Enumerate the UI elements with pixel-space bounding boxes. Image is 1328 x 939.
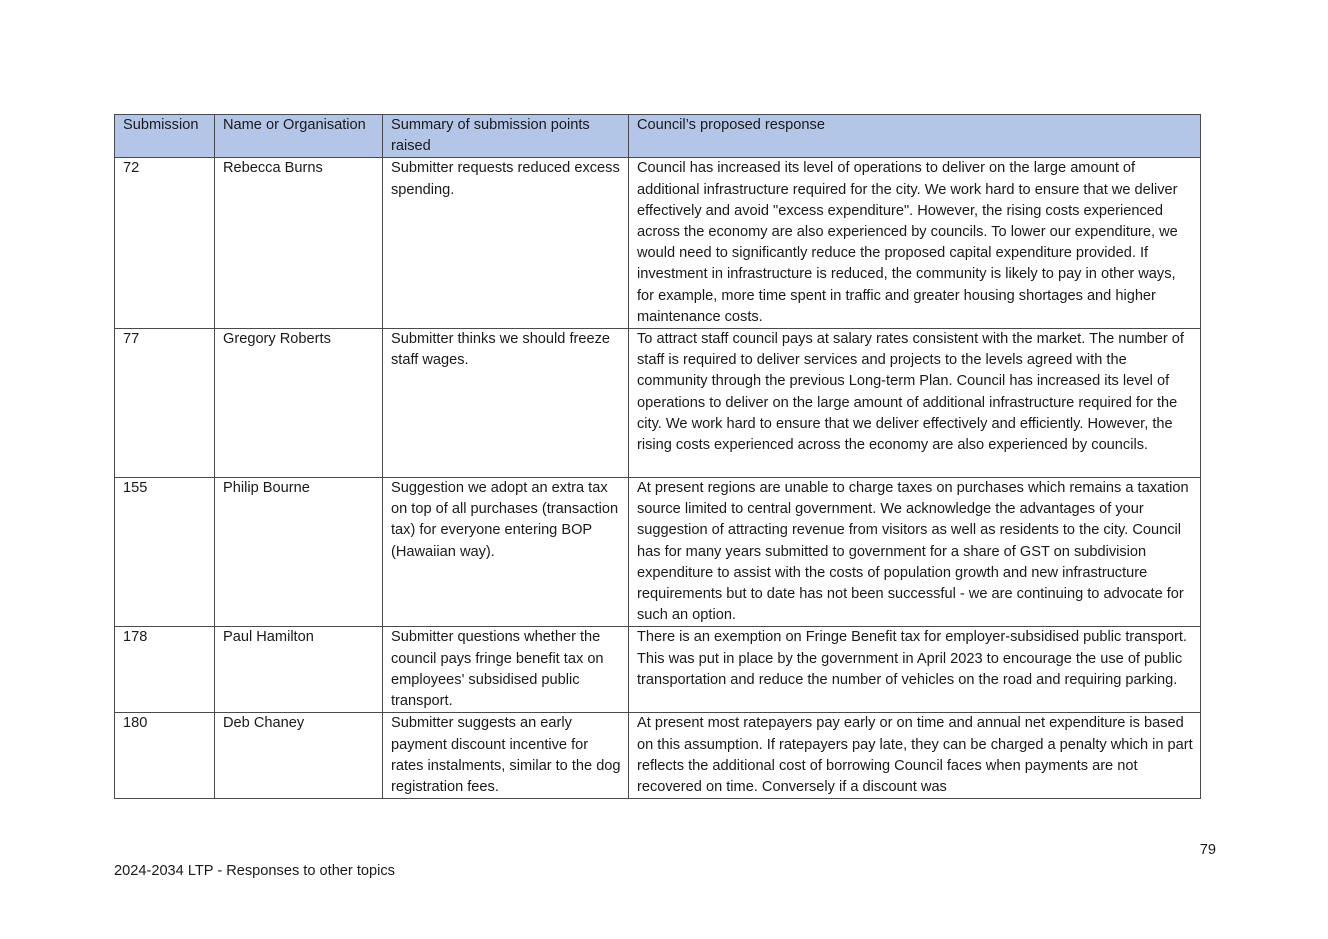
cell-name: Gregory Roberts xyxy=(215,329,383,478)
cell-response: At present most ratepayers pay early or on time and annual net expenditure is based on this assumption. If ratepayers pay late, they can be charged a penalty which in part reflects the additional cost of borrowing Council faces when payments are not recovered on time. Conversely if a discount was xyxy=(629,713,1201,799)
table-row xyxy=(115,627,1201,713)
cell-name: Philip Bourne xyxy=(215,478,383,627)
cell-summary: Submitter questions whether the council pays fringe benefit tax on employees' subsidised public transport. xyxy=(383,627,629,713)
table-row xyxy=(115,478,1201,627)
cell-summary: Suggestion we adopt an extra tax on top of all purchases (transaction tax) for everyone entering BOP (Hawaiian way). xyxy=(383,478,629,627)
cell-name: Rebecca Burns xyxy=(215,158,383,329)
document-footer: 2024-2034 LTP - Responses to other topics xyxy=(114,863,395,879)
cell-name: Paul Hamilton xyxy=(215,627,383,713)
cell-submission: 155 xyxy=(115,478,215,627)
cell-submission: 180 xyxy=(115,713,215,799)
header-submission: Submission xyxy=(115,115,215,158)
cell-name: Deb Chaney xyxy=(215,713,383,799)
cell-response: At present regions are unable to charge taxes on purchases which remains a taxation source limited to central government. We acknowledge the advantages of your suggestion of attracting revenue from visitors as well as residents to the city. Council has for many years submitted to government for a share of GST on subdivision expenditure to assist with the costs of population growth and new infrastructure requirements but to date has not been successful - we are continuing to advocate for such an option. xyxy=(629,478,1201,627)
header-summary: Summary of submission points raised xyxy=(383,115,629,158)
cell-response: To attract staff council pays at salary rates consistent with the market. The number of staff is required to deliver services and projects to the levels agreed with the community through the previous Long-term Plan. Council has increased its level of operations to deliver on the large amount of additional infrastructure required for the city. We work hard to ensure that we deliver effectively and efficiently. However, the rising costs experienced across the economy are also experienced by councils. xyxy=(629,329,1201,478)
table-row xyxy=(115,329,1201,478)
cell-submission: 178 xyxy=(115,627,215,713)
cell-response: Council has increased its level of operations to deliver on the large amount of additional infrastructure required for the city. We work hard to ensure that we deliver effectively and avoid "excess expenditure". However, the rising costs experienced across the economy are also experienced by councils. To lower our expenditure, we would need to significantly reduce the proposed capital expenditure provided. If investment in infrastructure is reduced, the community is likely to pay in other ways, for example, more time spent in traffic and greater housing shortages and higher maintenance costs. xyxy=(629,158,1201,329)
cell-submission: 77 xyxy=(115,329,215,478)
cell-summary: Submitter requests reduced excess spending. xyxy=(383,158,629,329)
cell-summary: Submitter suggests an early payment discount incentive for rates instalments, similar to the dog registration fees. xyxy=(383,713,629,799)
header-council-response: Council’s proposed response xyxy=(629,115,1201,158)
table-row xyxy=(115,158,1201,329)
table-header-row xyxy=(115,115,1201,158)
cell-submission: 72 xyxy=(115,158,215,329)
cell-response: There is an exemption on Fringe Benefit tax for employer-subsidised public transport. This was put in place by the government in April 2023 to encourage the use of public transportation and reduce the number of vehicles on the road and requiring parking. xyxy=(629,627,1201,713)
header-name-or-organisation: Name or Organisation xyxy=(215,115,383,158)
table-row xyxy=(115,713,1201,799)
page-number: 79 xyxy=(1199,842,1216,858)
cell-summary: Submitter thinks we should freeze staff wages. xyxy=(383,329,629,478)
submissions-table xyxy=(114,114,1201,799)
